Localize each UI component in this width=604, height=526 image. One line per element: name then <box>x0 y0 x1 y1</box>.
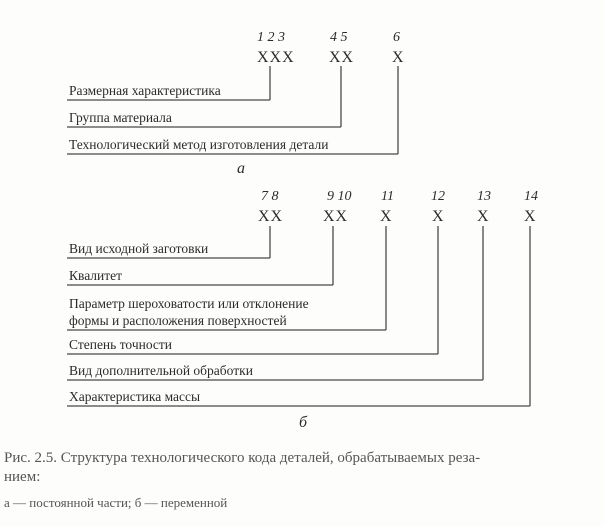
label-mass-characteristic: Характеристика массы <box>69 389 201 404</box>
caption-line-2: нием: <box>4 469 41 485</box>
label-manufacturing-method: Технологический метод изготовления детали <box>69 137 329 152</box>
label-accuracy-degree: Степень точности <box>69 337 173 352</box>
label-blank-type: Вид исходной заготовки <box>69 241 209 256</box>
code-x-a: X <box>392 49 405 66</box>
code-xx-b2: XX <box>323 208 349 225</box>
digits-4-5: 4 5 <box>330 30 348 45</box>
label-roughness-line1: Параметр шероховатости или отклонение <box>69 296 309 311</box>
label-additional-processing: Вид дополнительной обработки <box>69 363 253 378</box>
label-roughness-line2: формы и расположения поверхностей <box>69 313 287 328</box>
label-tolerance-grade: Квалитет <box>69 268 123 283</box>
digit-14: 14 <box>524 189 538 204</box>
code-x-b6: X <box>524 208 537 225</box>
sublabel-b: б <box>299 414 308 431</box>
digit-11: 11 <box>381 189 394 204</box>
digit-6: 6 <box>393 30 400 45</box>
code-xx-a: XX <box>329 49 355 66</box>
caption-line-1: Рис. 2.5. Структура технологического кода деталей, обрабатываемых реза- <box>4 450 481 466</box>
code-xx-b1: XX <box>258 208 284 225</box>
digits-9-10: 9 10 <box>327 189 352 204</box>
caption-line-3: а — постоянной части; б — переменной <box>4 495 228 510</box>
code-x-b5: X <box>477 208 490 225</box>
sublabel-a: а <box>237 160 245 177</box>
label-size-characteristic: Размерная характеристика <box>69 83 221 98</box>
digit-12: 12 <box>431 189 445 204</box>
digits-1-2-3: 1 2 3 <box>257 30 285 45</box>
digit-13: 13 <box>477 189 491 204</box>
label-material-group: Группа материала <box>69 110 172 125</box>
code-x-b3: X <box>380 208 393 225</box>
code-xxx: XXX <box>257 49 295 66</box>
code-x-b4: X <box>432 208 445 225</box>
digits-7-8: 7 8 <box>261 189 279 204</box>
